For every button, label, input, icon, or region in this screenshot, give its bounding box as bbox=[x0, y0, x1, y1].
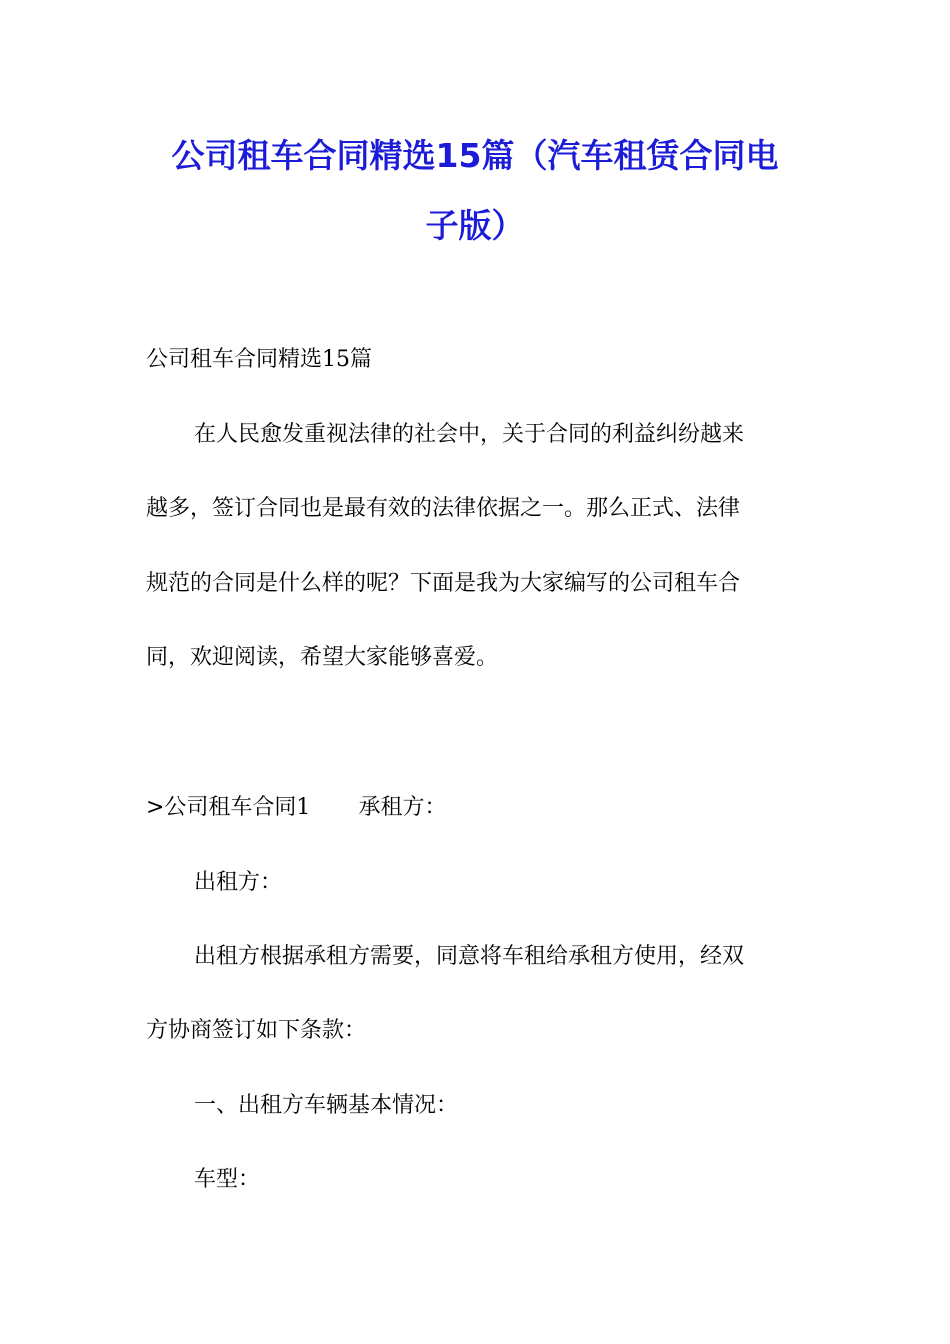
intro-paragraph-line: 越多，签订合同也是最有效的法律依据之一。那么正式、法律 bbox=[146, 496, 741, 521]
lessee-label: 承租方： bbox=[358, 795, 447, 820]
intro-paragraph-line: 同，欢迎阅读，希望大家能够喜爱。 bbox=[146, 645, 499, 670]
section-1-heading: 一、出租方车辆基本情况： bbox=[194, 1093, 459, 1118]
lessor-label: 出租方： bbox=[194, 870, 283, 895]
preamble-line: 出租方根据承租方需要，同意将车租给承租方使用，经双 bbox=[194, 944, 745, 969]
intro-paragraph-line: 规范的合同是什么样的呢？下面是我为大家编写的公司租车合 bbox=[146, 571, 741, 596]
document-title-line-2: 子版） bbox=[425, 206, 525, 245]
contract-1-heading: >公司租车合同1 bbox=[146, 795, 311, 820]
contract-1-heading-line bbox=[146, 795, 806, 821]
preamble-line: 方协商签订如下条款： bbox=[146, 1018, 367, 1043]
document-title-line-1: 公司租车合同精选15篇（汽车租赁合同电 bbox=[171, 136, 779, 175]
intro-paragraph-line: 在人民愈发重视法律的社会中，关于合同的利益纠纷越来 bbox=[194, 422, 745, 447]
vehicle-model-label: 车型： bbox=[194, 1167, 261, 1192]
document-subtitle: 公司租车合同精选15篇 bbox=[146, 347, 372, 372]
